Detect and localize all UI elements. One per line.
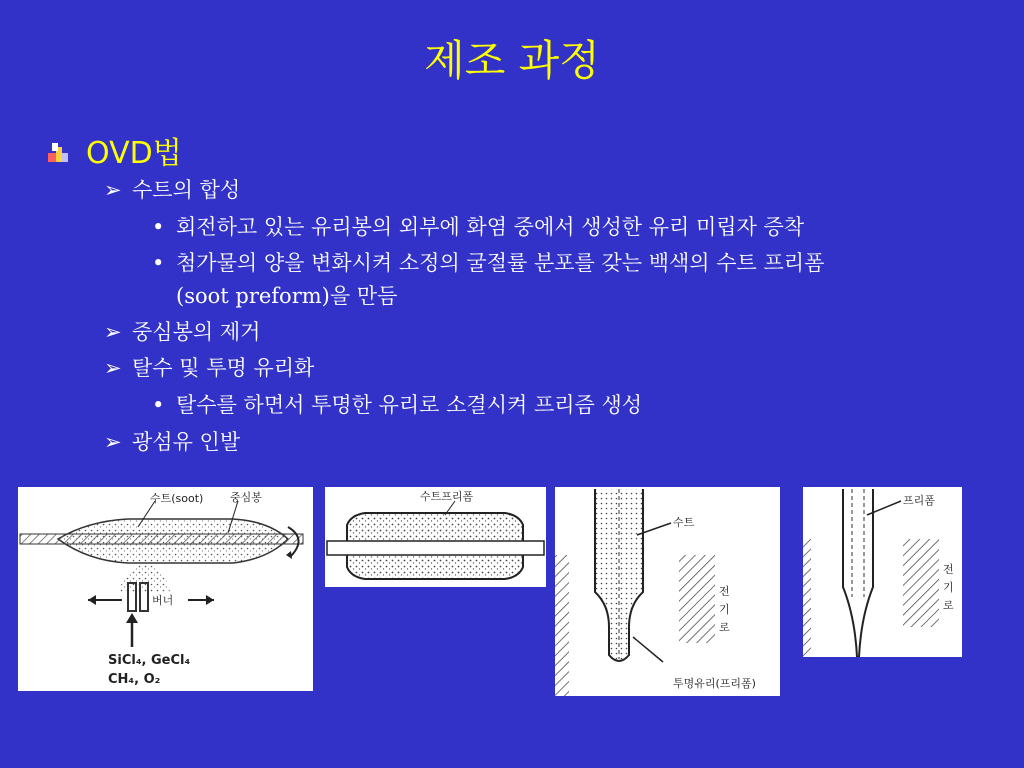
item-dehyd: ➢ 탈수 및 투명 유리화 bbox=[104, 356, 315, 380]
label-chemicals-1: SiCl₄, GeCl₄ bbox=[108, 653, 191, 668]
item-synth-b2: • 첨가물의 양을 변화시켜 소정의 굴절률 분포를 갖는 백색의 수트 프리폼 bbox=[152, 251, 825, 275]
label-burner: 버너 bbox=[152, 594, 174, 607]
preform-core bbox=[327, 541, 544, 555]
item-dehyd-b1: • 탈수를 하면서 투명한 유리로 소결시켜 프리즘 생성 bbox=[152, 393, 643, 417]
label-soot-preform: 수트프리폼 bbox=[420, 490, 474, 503]
label-transparent-glass: 투명유리(프리폼) bbox=[673, 677, 756, 690]
burner-flame bbox=[118, 565, 170, 592]
arrow-bullet-icon: ➢ bbox=[104, 178, 122, 202]
label-furnace-1: 전 bbox=[943, 563, 954, 576]
figure-preform-draw bbox=[803, 487, 962, 657]
label-chemicals-2: CH₄, O₂ bbox=[108, 672, 161, 687]
arrow-bullet-icon: ➢ bbox=[104, 430, 122, 454]
label-furnace-2: 기 bbox=[943, 581, 954, 594]
item-synth: ➢ 수트의 합성 bbox=[104, 178, 241, 202]
arrow-up-icon bbox=[126, 613, 138, 623]
furnace-right bbox=[903, 539, 939, 627]
item-synth-b1: • 회전하고 있는 유리봉의 외부에 화염 중에서 생성한 유리 미립자 증착 bbox=[152, 215, 805, 239]
dot-bullet-icon: • bbox=[152, 215, 165, 239]
label-soot: 수트(soot) bbox=[150, 492, 204, 505]
furnace-left bbox=[803, 539, 811, 657]
label-furnace-1: 전 bbox=[719, 585, 730, 598]
item-draw: ➢ 광섬유 인발 bbox=[104, 430, 241, 454]
arrow-bullet-icon: ➢ bbox=[104, 356, 122, 380]
label-soot: 수트 bbox=[673, 516, 695, 529]
figure-soot-preform bbox=[325, 487, 546, 587]
arrow-right-icon bbox=[206, 595, 214, 605]
dot-bullet-icon: • bbox=[152, 393, 165, 417]
arrow-left-icon bbox=[88, 595, 96, 605]
heading-text: OVD법 bbox=[86, 136, 182, 171]
furnace-right bbox=[679, 555, 715, 643]
label-preform: 프리폼 bbox=[903, 494, 935, 507]
label-center-rod: 중심봉 bbox=[230, 491, 262, 504]
label-furnace-3: 로 bbox=[719, 621, 730, 634]
bullet-icon bbox=[46, 138, 70, 162]
heading-ovd bbox=[46, 128, 182, 172]
figure-soot-deposition bbox=[18, 487, 313, 691]
arrow-bullet-icon: ➢ bbox=[104, 320, 122, 344]
label-furnace-3: 로 bbox=[943, 599, 954, 612]
center-rod bbox=[20, 534, 303, 544]
slide-title: 제조 과정 bbox=[424, 36, 600, 85]
label-furnace-2: 기 bbox=[719, 603, 730, 616]
furnace-left bbox=[555, 555, 569, 696]
figure-sintering bbox=[555, 487, 780, 696]
item-synth-b2-cont: (soot preform)을 만듬 bbox=[176, 284, 398, 308]
dot-bullet-icon: • bbox=[152, 251, 165, 275]
item-remove: ➢ 중심봉의 제거 bbox=[104, 320, 261, 344]
